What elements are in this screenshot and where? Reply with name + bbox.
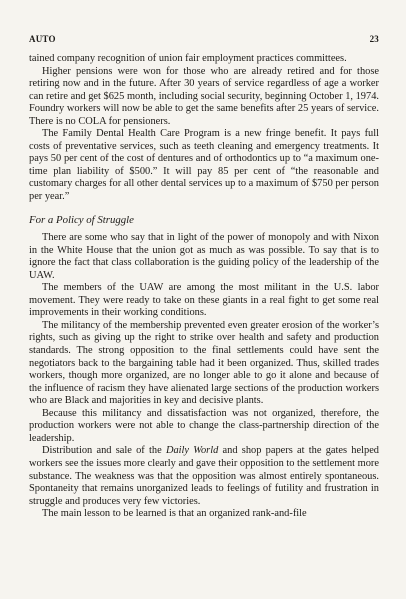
paragraph-members: The members of the UAW are among the most militant in the U.S. labor movement. They were ready to take on these giants in a real fight to get some real improvements in their working conditions. bbox=[29, 282, 379, 319]
paragraph-dental: The Family Dental Health Care Program is a new fringe benefit. It pays full costs of preventative services, such as teeth cleaning and emergency treatments. It pays 50 per cent of the cost of dentures and of orthodontics up to “a maximum one-time plan liability of $500.” It will pay 85 per cent of “the reasonable and customary charges for all other dental services up to a maximum of $750 per person per year.” bbox=[29, 128, 379, 203]
paragraph-monopoly: There are some who say that in light of the power of monopoly and with Nixon in the White House that the union got as much as was possible. To say that is to ignore the fact that class collaboration is the guiding policy of the leadership of the UAW. bbox=[29, 232, 379, 281]
paragraph-unorganized: Because this militancy and dissatisfaction was not organized, therefore, the production workers were not able to change the class-partnership direction of the leadership. bbox=[29, 407, 379, 444]
page-number: 23 bbox=[369, 34, 379, 44]
paragraph-main-lesson: The main lesson to be learned is that an organized rank-and-file bbox=[42, 508, 307, 520]
paragraph-pensions: Higher pensions were won for those who are already retired and for those retiring now and in the future. After 30 years of service regardless of age a worker can retire and get $625 month, including social security, beginning October 1, 1974. Foundry workers will now be able to get the same benefits after 25 years of service. There is no COLA for pensioners. bbox=[29, 65, 379, 127]
body-text bbox=[29, 53, 379, 521]
book-page bbox=[29, 34, 379, 521]
distribution-text-end: and shop papers at the gates helped workers see the issues more clearly and gave their opposition to the settlement more substance. The weakness was that the opposition was almost entirely spontaneous. Spontaneity that remains unorganized leads to feelings of futility and frustration in struggle and produces very few victories. bbox=[29, 445, 380, 507]
section-heading: For a Policy of Struggle bbox=[29, 213, 134, 226]
paragraph-distribution bbox=[29, 445, 379, 508]
distribution-text-start: Distribution and sale of the bbox=[42, 445, 166, 457]
paragraph-continued: tained company recognition of union fair employment practices committees. bbox=[29, 53, 347, 64]
newspaper-title: Daily World bbox=[165, 445, 219, 457]
paragraph-militancy: The militancy of the membership prevented even greater erosion of the worker’s rights, such as giving up the right to strike over health and safety and production standards. The strong opposition to the final settlements could have sent the negotiators back to the bargaining table had it been organized. Thus, skilled trades workers, though more organized, are no longer able to go it alone and because of the influence of racism they have alienated large sections of the production workers who are Black and majorities in key and decisive plants. bbox=[29, 319, 379, 407]
running-head-section: AUTO bbox=[29, 34, 56, 44]
running-head bbox=[29, 34, 379, 44]
